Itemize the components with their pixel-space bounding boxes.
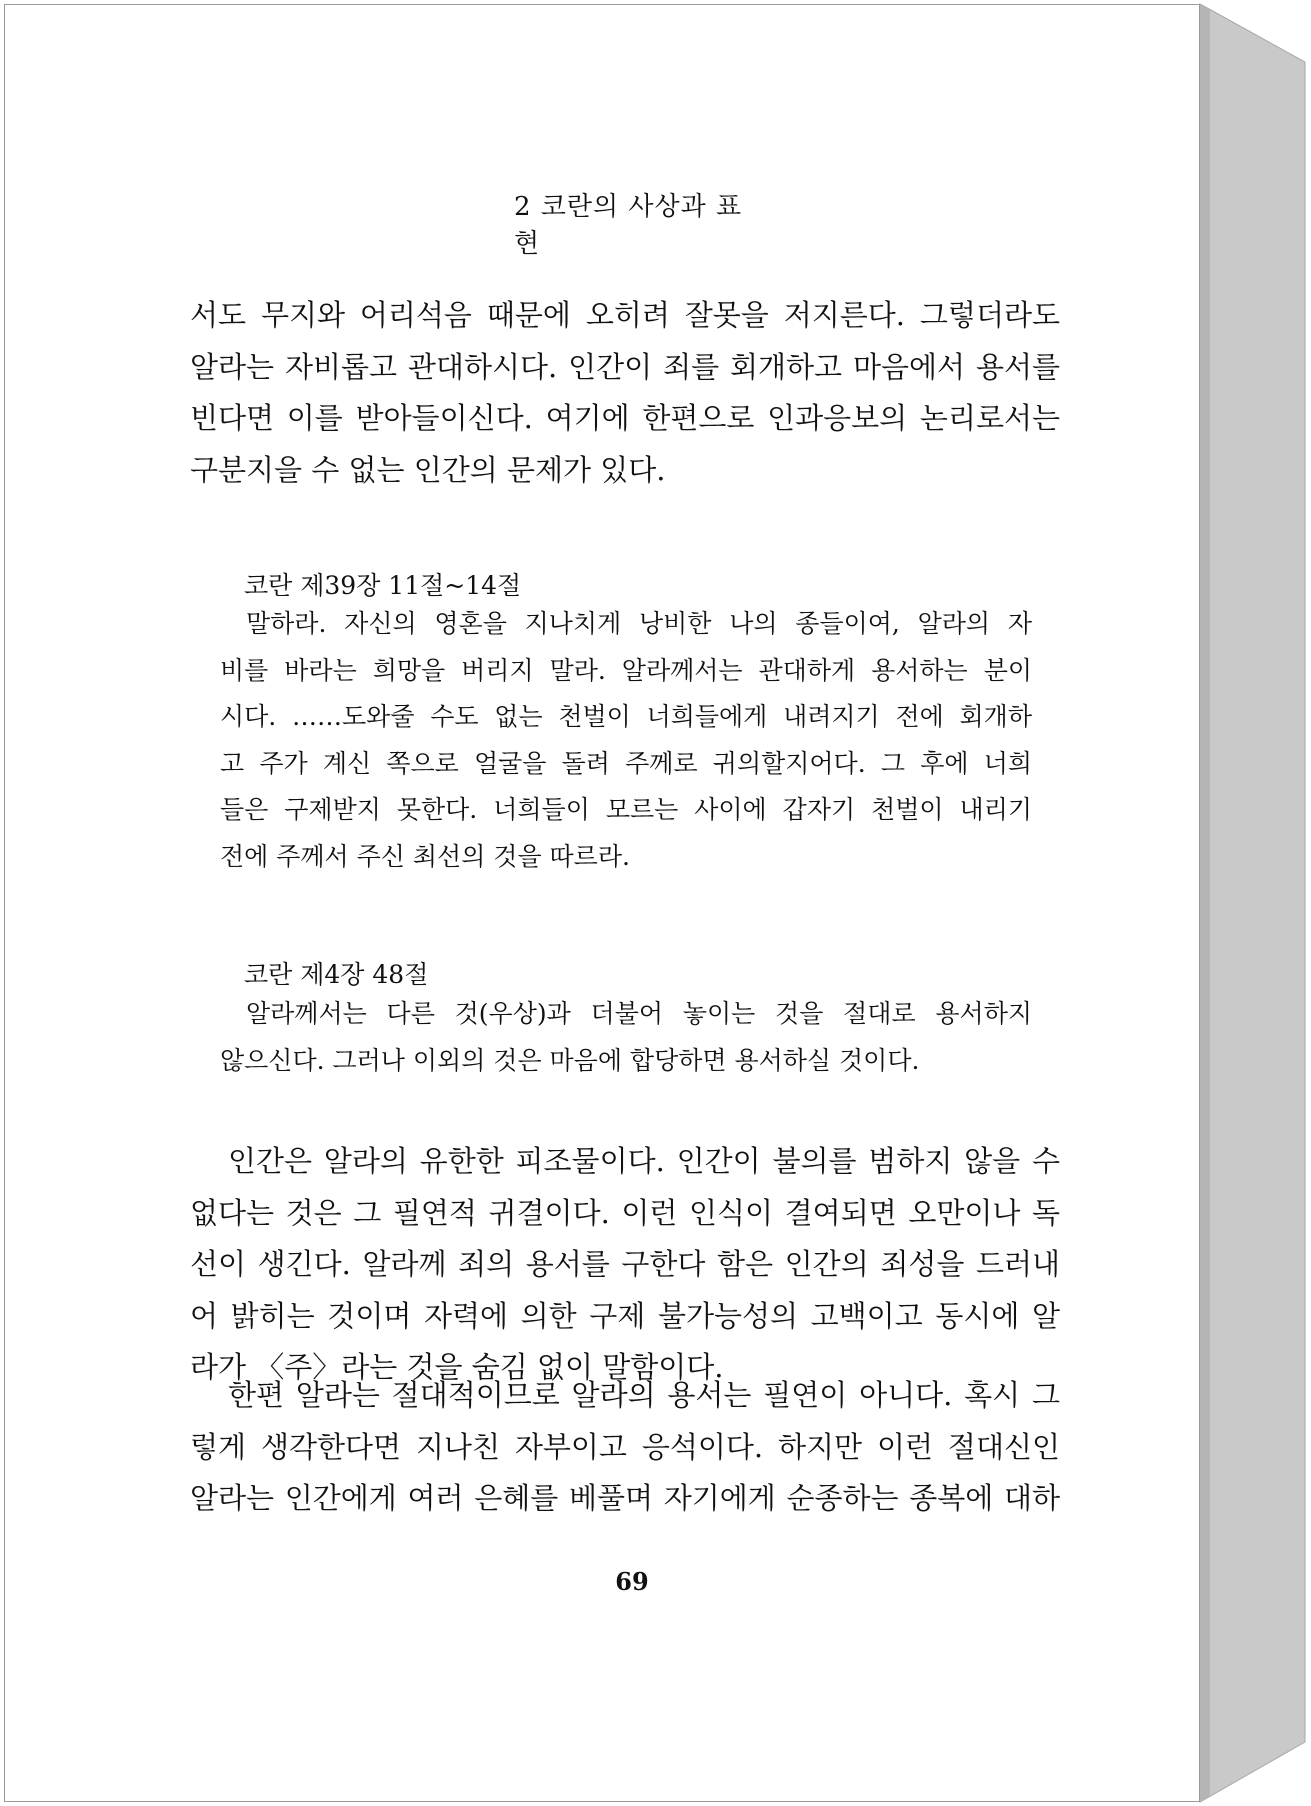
closing-paragraph [190,1370,1060,1525]
quote-line: 않으신다. 그러나 이외의 것은 마음에 합당하면 용서하실 것이다. [220,1045,920,1075]
quote-line: 말하라. 자신의 영혼을 지나치게 낭비한 나의 종들이여, 알라의 자 [246,609,1032,638]
quote-body [220,601,1032,880]
text-line: 렇게 생각한다면 지나친 자부이고 응석이다. 하지만 이런 절대신인 [190,1429,1060,1464]
quote-heading: 코란 제4장 48절 [244,960,429,989]
text-line: 선이 생긴다. 알라께 죄의 용서를 구한다 함은 인간의 죄성을 드러내 [190,1247,1060,1281]
quote-line: 전에 주께서 주신 최선의 것을 따르라. [220,841,630,871]
quote-line: 비를 바라는 희망을 버리지 말라. 알라께서는 관대하게 용서하는 분이 [220,655,1032,685]
quote-body [220,991,1032,1084]
text-line: 라가 〈주〉라는 것을 숨김 없이 말함이다. [190,1350,724,1384]
running-head: 2 코란의 사상과 표현 [514,192,743,259]
text-line: 없다는 것은 그 필연적 귀결이다. 이런 인식이 결여되면 오만이나 독 [190,1195,1060,1230]
quote-line: 고 주가 계신 쪽으로 얼굴을 돌려 주께로 귀의할지어다. 그 후에 너희 [220,748,1032,778]
main-paragraph [190,1136,1060,1394]
intro-paragraph [190,290,1060,496]
quote-heading: 코란 제39장 11절~14절 [244,571,522,600]
text-line: 인간은 알라의 유한한 피조물이다. 인간이 불의를 범하지 않을 수 [228,1144,1060,1178]
quote-line: 들은 구제받지 못한다. 너희들이 모르는 사이에 갑자기 천벌이 내리기 [220,795,1032,824]
quote-line: 시다. ……도와줄 수도 없는 천벌이 너희들에게 내려지기 전에 회개하 [220,702,1032,731]
text-line: 알라는 자비롭고 관대하시다. 인간이 죄를 회개하고 마음에서 용서를 [190,349,1060,384]
text-line: 알라는 인간에게 여러 은혜를 베풀며 자기에게 순종하는 종복에 대하 [190,1481,1060,1515]
quote-line: 알라께서는 다른 것(우상)과 더불어 놓이는 것을 절대로 용서하지 [246,999,1032,1028]
text-line: 한편 알라는 절대적이므로 알라의 용서는 필연이 아니다. 혹시 그 [228,1378,1060,1412]
text-line: 구분지을 수 없는 인간의 문제가 있다. [190,452,666,487]
text-line: 어 밝히는 것이며 자력에 의한 구제 불가능성의 고백이고 동시에 알 [190,1298,1060,1333]
text-line: 서도 무지와 어리석음 때문에 오히려 잘못을 저지른다. 그렇더라도 [190,298,1060,332]
text-line: 빈다면 이를 받아들이신다. 여기에 한편으로 인과응보의 논리로서는 [190,401,1060,435]
page-number: 69 [615,1567,649,1596]
book-page [4,4,1200,1802]
